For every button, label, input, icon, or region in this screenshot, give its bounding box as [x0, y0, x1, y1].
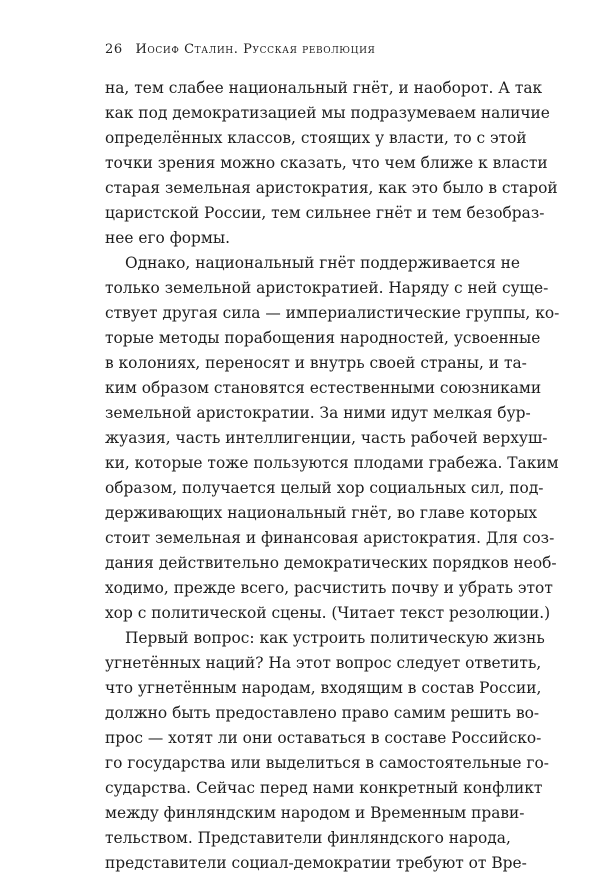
page-number: 26: [105, 42, 123, 57]
text-line: представители социал-демократии требуют от Вре-: [105, 854, 527, 872]
text-line: ки, которые тоже пользуются плодами грабежа. Таким: [105, 454, 559, 472]
text-line: земельной аристократии. За ними идут мелкая бур-: [105, 404, 531, 422]
text-line: ким образом становятся естественными союзниками: [105, 379, 542, 397]
text-line: на, тем слабее национальный гнёт, и наоборот. А так: [105, 79, 543, 97]
text-line: как под демократизацией мы подразумеваем наличие: [105, 104, 550, 122]
text-line: тельством. Представители финляндского народа,: [105, 829, 511, 847]
text-line: стоит земельная и финансовая аристократия. Для соз-: [105, 529, 555, 547]
text-line: старая земельная аристократия, как это было в старой: [105, 179, 558, 197]
text-line: в колониях, переносят и внутрь своей страны, и та-: [105, 354, 527, 372]
paragraph: [105, 626, 549, 876]
text-line: дания действительно демократических порядков необ-: [105, 554, 557, 572]
text-line: торые методы порабощения народностей, усвоенные: [105, 329, 541, 347]
text-line: царистской России, тем сильнее гнёт и тем безобраз-: [105, 204, 545, 222]
text-line: Первый вопрос: как устроить политическую жизнь: [125, 629, 545, 647]
text-line: ходимо, прежде всего, расчистить почву и убрать этот: [105, 579, 553, 597]
text-line: держивающих национальный гнёт, во главе которых: [105, 504, 538, 522]
text-line: прос — хотят ли они оставаться в составе Российско-: [105, 729, 542, 747]
text-line: образом, получается целый хор социальных сил, под-: [105, 479, 544, 497]
text-line: должно быть предоставлено право самим решить во-: [105, 704, 540, 722]
text-line: между финляндским народом и Временным прави-: [105, 804, 525, 822]
paragraph: [105, 76, 558, 251]
text-line: угнетённых наций? На этот вопрос следует ответить,: [105, 654, 542, 672]
text-line: что угнетённым народам, входящим в состав России,: [105, 679, 542, 697]
text-line: Однако, национальный гнёт поддерживается не: [125, 254, 521, 272]
text-line: только земельной аристократией. Наряду с ней суще-: [105, 279, 549, 297]
text-line: жуазия, часть интеллигенции, часть рабочей верхуш-: [105, 429, 548, 447]
running-head: [105, 42, 505, 57]
text-line: сударства. Сейчас перед нами конкретный конфликт: [105, 779, 543, 797]
text-line: точки зрения можно сказать, что чем ближе к власти: [105, 154, 548, 172]
text-line: го государства или выделиться в самостоятельные го-: [105, 754, 549, 772]
body-text: [105, 76, 560, 876]
text-line: определённых классов, стоящих у власти, то с этой: [105, 129, 527, 147]
paragraph: [105, 251, 560, 626]
text-line: хор с политической сцены. (Читает текст резолюции.): [105, 604, 551, 622]
text-line: ствует другая сила — империалистические группы, ко-: [105, 304, 560, 322]
text-line: нее его формы.: [105, 229, 230, 247]
running-head-title: Иосиф Сталин. Русская революция: [135, 42, 376, 57]
